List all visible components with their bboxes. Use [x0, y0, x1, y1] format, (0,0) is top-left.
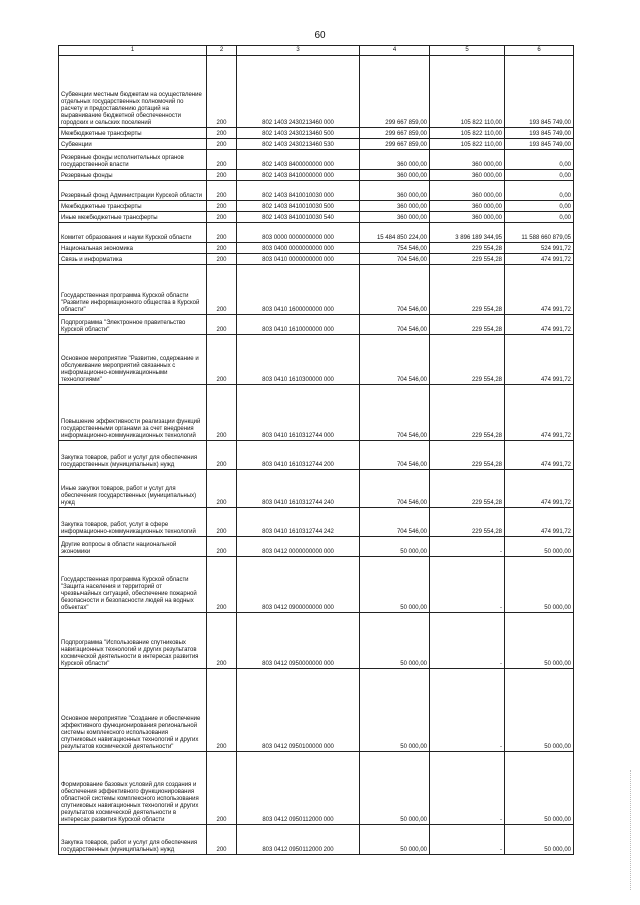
row-code: 802 1403 8410010030 540	[237, 212, 360, 223]
column-header: 1	[59, 46, 207, 56]
row-value-5: 360 000,00	[430, 150, 505, 170]
row-column-2: 200	[207, 825, 237, 855]
row-name: Основное мероприятие "Создание и обеспечение эффективного функционирования региональной системы комплексного использования спутниковых навигационных технологий и других результатов космической деятельности"	[59, 669, 207, 752]
row-value-4: 360 000,00	[360, 201, 430, 212]
row-value-6: 193 845 749,00	[505, 139, 574, 150]
row-code: 803 0412 0950112000 000	[237, 752, 360, 825]
row-column-2: 200	[207, 181, 237, 201]
row-code: 802 1403 2430213460 500	[237, 128, 360, 139]
row-value-6: 474 991,72	[505, 315, 574, 335]
row-value-4: 704 546,00	[360, 470, 430, 508]
row-value-4: 704 546,00	[360, 254, 430, 265]
row-column-2: 200	[207, 385, 237, 441]
row-code: 803 0400 0000000000 000	[237, 243, 360, 254]
row-value-6: 474 991,72	[505, 441, 574, 470]
row-code: 802 1403 8410000000 000	[237, 170, 360, 181]
row-value-5: -	[430, 825, 505, 855]
row-value-6: 474 991,72	[505, 470, 574, 508]
row-code: 803 0000 0000000000 000	[237, 223, 360, 243]
row-value-6: 474 991,72	[505, 254, 574, 265]
table-row	[59, 181, 574, 201]
row-code: 803 0412 0950000000 000	[237, 613, 360, 669]
row-name: Закупка товаров, работ и услуг для обеспечения государственных (муниципальных) нужд	[59, 441, 207, 470]
table-row	[59, 537, 574, 557]
row-name: Повышение эффективности реализации функций государственными органами за счет внедрения информационно-коммуникационных технологий	[59, 385, 207, 441]
column-header: 5	[430, 46, 505, 56]
row-name: Резервные фонды исполнительных органов государственной власти	[59, 150, 207, 170]
row-code: 803 0412 0950112000 200	[237, 825, 360, 855]
row-column-2: 200	[207, 254, 237, 265]
table-row	[59, 669, 574, 752]
row-name: Субвенции	[59, 139, 207, 150]
row-name: Резервные фонды	[59, 170, 207, 181]
row-value-5: 229 554,28	[430, 470, 505, 508]
row-value-4: 50 000,00	[360, 613, 430, 669]
row-value-6: 474 991,72	[505, 508, 574, 537]
row-value-5: 229 554,28	[430, 243, 505, 254]
table-row	[59, 170, 574, 181]
row-code: 803 0410 0000000000 000	[237, 254, 360, 265]
row-value-5: 360 000,00	[430, 170, 505, 181]
row-code: 803 0410 1610312744 000	[237, 385, 360, 441]
table-row	[59, 825, 574, 855]
scan-artifact	[630, 770, 632, 890]
row-column-2: 200	[207, 128, 237, 139]
row-value-6: 193 845 749,00	[505, 128, 574, 139]
row-value-5: 229 554,28	[430, 335, 505, 385]
row-name: Межбюджетные трансферты	[59, 128, 207, 139]
row-value-4: 360 000,00	[360, 181, 430, 201]
table-row	[59, 265, 574, 315]
row-value-4: 360 000,00	[360, 170, 430, 181]
row-code: 803 0412 0900000000 000	[237, 557, 360, 613]
column-header: 4	[360, 46, 430, 56]
row-column-2: 200	[207, 537, 237, 557]
row-value-6: 524 991,72	[505, 243, 574, 254]
row-value-5: -	[430, 537, 505, 557]
row-value-4: 299 667 859,00	[360, 139, 430, 150]
table-row	[59, 139, 574, 150]
row-name: Межбюджетные трансферты	[59, 201, 207, 212]
row-value-6: 0,00	[505, 201, 574, 212]
table-row	[59, 243, 574, 254]
row-column-2: 200	[207, 139, 237, 150]
row-column-2: 200	[207, 508, 237, 537]
table-row	[59, 128, 574, 139]
row-name: Национальная экономика	[59, 243, 207, 254]
row-column-2: 200	[207, 441, 237, 470]
row-value-4: 50 000,00	[360, 557, 430, 613]
row-column-2: 200	[207, 315, 237, 335]
row-value-5: -	[430, 557, 505, 613]
row-value-4: 360 000,00	[360, 212, 430, 223]
row-value-5: 229 554,28	[430, 508, 505, 537]
row-column-2: 200	[207, 212, 237, 223]
table-row	[59, 254, 574, 265]
page-number: 60	[314, 30, 326, 41]
row-value-6: 50 000,00	[505, 537, 574, 557]
row-name: Комитет образования и науки Курской области	[59, 223, 207, 243]
row-value-5: 105 822 110,00	[430, 56, 505, 128]
table-row	[59, 752, 574, 825]
row-value-5: 360 000,00	[430, 212, 505, 223]
row-column-2: 200	[207, 201, 237, 212]
row-value-4: 704 546,00	[360, 385, 430, 441]
row-column-2: 200	[207, 150, 237, 170]
table-row	[59, 385, 574, 441]
row-value-5: 229 554,28	[430, 254, 505, 265]
table-row	[59, 441, 574, 470]
row-value-5: -	[430, 669, 505, 752]
row-column-2: 200	[207, 557, 237, 613]
row-code: 803 0410 1600000000 000	[237, 265, 360, 315]
row-name: Иные закупки товаров, работ и услуг для обеспечения государственных (муниципальных) нужд	[59, 470, 207, 508]
row-code: 802 1403 8400000000 000	[237, 150, 360, 170]
row-value-5: 229 554,28	[430, 441, 505, 470]
row-value-6: 0,00	[505, 181, 574, 201]
table-row	[59, 613, 574, 669]
row-code: 802 1403 8410010030 000	[237, 181, 360, 201]
row-name: Субвенции местным бюджетам на осуществление отдельных государственных полномочий по расчету и предоставлению дотаций на выравнивание бюджетной обеспеченности городских и сельских поселений	[59, 56, 207, 128]
row-code: 802 1403 8410010030 500	[237, 201, 360, 212]
row-value-4: 50 000,00	[360, 752, 430, 825]
table-row	[59, 557, 574, 613]
row-value-6: 50 000,00	[505, 752, 574, 825]
row-value-5: 105 822 110,00	[430, 139, 505, 150]
budget-table	[58, 45, 574, 855]
column-header: 6	[505, 46, 574, 56]
row-value-5: 229 554,28	[430, 315, 505, 335]
row-name: Связь и информатика	[59, 254, 207, 265]
column-header: 2	[207, 46, 237, 56]
row-name: Государственная программа Курской области "Развитие информационного общества в Курской области"	[59, 265, 207, 315]
row-name: Основное мероприятие "Развитие, содержание и обслуживание мероприятий связанных с информационно-коммуникационными технологиями"	[59, 335, 207, 385]
row-column-2: 200	[207, 752, 237, 825]
row-value-4: 704 546,00	[360, 335, 430, 385]
row-value-5: 360 000,00	[430, 201, 505, 212]
row-value-4: 704 546,00	[360, 315, 430, 335]
row-code: 803 0410 1610312744 242	[237, 508, 360, 537]
row-code: 803 0410 1610312744 240	[237, 470, 360, 508]
row-value-6: 50 000,00	[505, 557, 574, 613]
row-code: 802 1403 2430213460 530	[237, 139, 360, 150]
row-code: 803 0410 1610312744 200	[237, 441, 360, 470]
row-value-4: 360 000,00	[360, 150, 430, 170]
row-value-6: 0,00	[505, 150, 574, 170]
table-row	[59, 315, 574, 335]
row-name: Государственная программа Курской области "Защита населения и территорий от чрезвычайных ситуаций, обеспечение пожарной безопасности и безопасности людей на водных объектах"	[59, 557, 207, 613]
row-value-4: 15 484 850 224,00	[360, 223, 430, 243]
row-value-5: 360 000,00	[430, 181, 505, 201]
row-value-4: 50 000,00	[360, 669, 430, 752]
row-value-4: 299 667 859,00	[360, 128, 430, 139]
row-value-6: 474 991,72	[505, 385, 574, 441]
row-code: 803 0412 0950100000 000	[237, 669, 360, 752]
row-column-2: 200	[207, 56, 237, 128]
row-value-6: 474 991,72	[505, 265, 574, 315]
row-name: Подпрограмма "Электронное правительство Курской области"	[59, 315, 207, 335]
row-name: Другие вопросы в области национальной экономики	[59, 537, 207, 557]
row-value-6: 50 000,00	[505, 825, 574, 855]
row-column-2: 200	[207, 243, 237, 254]
row-column-2: 200	[207, 669, 237, 752]
row-column-2: 200	[207, 223, 237, 243]
row-value-4: 50 000,00	[360, 825, 430, 855]
row-name: Иные межбюджетные трансферты	[59, 212, 207, 223]
row-name: Подпрограмма "Использование спутниковых навигационных технологий и других результатов космической деятельности в интересах развития Курской области"	[59, 613, 207, 669]
row-value-6: 50 000,00	[505, 669, 574, 752]
row-value-5: 3 896 189 344,95	[430, 223, 505, 243]
row-value-4: 704 546,00	[360, 265, 430, 315]
row-value-6: 474 991,72	[505, 335, 574, 385]
table-row	[59, 223, 574, 243]
row-value-6: 11 588 660 879,05	[505, 223, 574, 243]
row-code: 802 1403 2430213460 000	[237, 56, 360, 128]
table-row	[59, 201, 574, 212]
row-value-4: 704 546,00	[360, 508, 430, 537]
row-name: Резервный фонд Администрации Курской области	[59, 181, 207, 201]
row-column-2: 200	[207, 470, 237, 508]
table-row	[59, 150, 574, 170]
row-value-4: 754 546,00	[360, 243, 430, 254]
row-value-5: -	[430, 752, 505, 825]
row-name: Закупка товаров, работ и услуг для обеспечения государственных (муниципальных) нужд	[59, 825, 207, 855]
row-column-2: 200	[207, 335, 237, 385]
row-code: 803 0410 1610300000 000	[237, 335, 360, 385]
row-value-5: 105 822 110,00	[430, 128, 505, 139]
table-row	[59, 56, 574, 128]
table-row	[59, 470, 574, 508]
row-name: Закупка товаров, работ, услуг в сфере информационно-коммуникационных технологий	[59, 508, 207, 537]
row-value-6: 0,00	[505, 170, 574, 181]
row-column-2: 200	[207, 613, 237, 669]
table-row	[59, 508, 574, 537]
row-column-2: 200	[207, 265, 237, 315]
row-code: 803 0410 1610000000 000	[237, 315, 360, 335]
row-value-5: 229 554,28	[430, 385, 505, 441]
table-row	[59, 212, 574, 223]
row-value-4: 704 546,00	[360, 441, 430, 470]
row-value-5: -	[430, 613, 505, 669]
row-name: Формирование базовых условий для создания и обеспечения эффективного функционирования областной системы комплексного использования спутниковых навигационных технологий и других результатов космической деятельности в интересах развития Курской области	[59, 752, 207, 825]
row-value-6: 193 845 749,00	[505, 56, 574, 128]
row-value-6: 50 000,00	[505, 613, 574, 669]
header-row	[59, 46, 574, 56]
row-value-5: 229 554,28	[430, 265, 505, 315]
row-value-4: 299 667 859,00	[360, 56, 430, 128]
column-header: 3	[237, 46, 360, 56]
row-value-4: 50 000,00	[360, 537, 430, 557]
row-code: 803 0412 0000000000 000	[237, 537, 360, 557]
row-value-6: 0,00	[505, 212, 574, 223]
row-column-2: 200	[207, 170, 237, 181]
table-row	[59, 335, 574, 385]
